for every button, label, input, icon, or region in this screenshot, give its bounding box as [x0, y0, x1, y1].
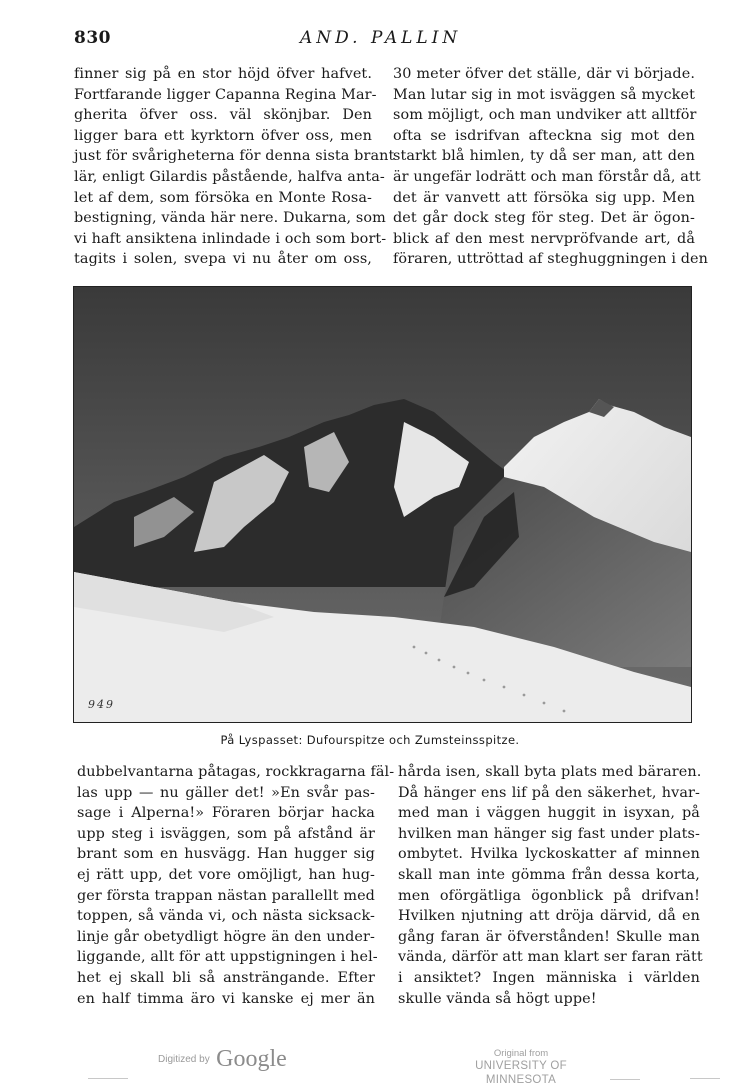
- text-line: skulle vända så högt uppe!: [398, 990, 597, 1007]
- text-line: 30 meter öfver det ställe, där vi började.: [393, 66, 695, 82]
- text-line: het ej skall bli så ansträngande. Efter: [77, 969, 375, 986]
- running-head: AND. PALLIN: [300, 28, 462, 48]
- text-line: ombytet. Hvilka lyckoskatter af minnen: [398, 846, 700, 863]
- text-line: Då hänger ens lif på den säkerhet, hvar-: [398, 784, 700, 801]
- text-line: las upp — nu gäller det! »En svår pas-: [77, 784, 375, 801]
- text-line: finner sig på en stor höjd öfver hafvet.: [74, 66, 372, 82]
- text-line: Fortfarande ligger Capanna Regina Mar-: [74, 86, 377, 103]
- text-line: bestigning, vända här nere. Dukarna, som: [74, 210, 386, 227]
- text-line: ger första trappan nästan parallellt med: [77, 887, 375, 904]
- text-line: det är vanvett att försöka sig upp. Men: [393, 189, 695, 206]
- text-line: linje går obetydligt högre än den under-: [77, 928, 375, 945]
- text-line: starkt blå himlen, ty då ser man, att den: [393, 148, 695, 165]
- digitized-prefix: Digitized by: [158, 1054, 210, 1065]
- text-line: ofta se isdrifvan afteckna sig mot den: [393, 127, 695, 144]
- mountain-photo-icon: [74, 287, 691, 722]
- university-label: UNIVERSITY OF MINNESOTA: [475, 1060, 567, 1086]
- text-column-bottom-right: [398, 762, 703, 1009]
- text-line: det går dock steg för steg. Det är ögon-: [393, 210, 695, 227]
- text-line: skall man inte gömma från dessa korta,: [398, 866, 700, 883]
- scan-artifact: [88, 1078, 128, 1079]
- text-column-bottom-left: [77, 762, 395, 1009]
- mountain-photograph: [73, 286, 692, 723]
- text-line: sage i Alperna!» Föraren börjar hacka: [77, 805, 375, 822]
- text-line: Hvilken njutning att dröja därvid, då en: [398, 908, 700, 925]
- digitized-by-watermark: [158, 1046, 287, 1073]
- text-line: lär, enligt Gilardis påstående, halfva anta-: [74, 168, 385, 185]
- text-line: just för svårigheterna för denna sista brant: [74, 148, 395, 165]
- text-line: vända, därför att man klart ser faran rätt: [398, 949, 703, 966]
- text-line: föraren, uttröttad af steghuggningen i den: [393, 251, 708, 268]
- text-line: tagits i solen, svepa vi nu åter om oss,: [74, 251, 372, 268]
- text-line: hvilken man hänger sig fast under plats-: [398, 825, 700, 842]
- text-line: let af dem, som försöka en Monte Rosa-: [74, 189, 372, 206]
- scan-artifact: [610, 1079, 640, 1080]
- text-line: i ansiktet? Ingen människa i världen: [398, 969, 700, 986]
- scan-artifact: [690, 1078, 720, 1079]
- page-number: 830: [74, 28, 111, 48]
- text-line: är ungefär lodrätt och man förstår då, att: [393, 168, 701, 185]
- text-line: dubbelvantarna påtagas, rockkragarna fäl-: [77, 764, 395, 780]
- google-logo: Google: [216, 1046, 287, 1072]
- text-line: blick af den mest nervpröfvande art, då: [393, 230, 695, 247]
- text-line: hårda isen, skall byta plats med bäraren.: [398, 764, 702, 780]
- text-line: vi haft ansiktena inlindade i och som bort-: [74, 230, 387, 247]
- text-line: upp steg i isväggen, som på afstånd är: [77, 825, 375, 842]
- text-line: ej rätt upp, det vore omöjligt, han hug-: [77, 866, 375, 883]
- text-line: som möjligt, och man undviker att alltför: [393, 107, 697, 124]
- text-line: gång faran är öfverstånden! Skulle man: [398, 928, 700, 945]
- text-line: ligger bara ett kyrktorn öfver oss, men: [74, 127, 372, 144]
- original-source-watermark: [446, 1048, 596, 1087]
- text-line: med man i väggen huggit in isyxan, på: [398, 805, 700, 822]
- text-column-top-right: [393, 64, 708, 270]
- text-line: en half timma äro vi kanske ej mer än: [77, 990, 375, 1007]
- text-line: liggande, allt för att uppstigningen i hel-: [77, 949, 378, 966]
- text-column-top-left: [74, 64, 395, 270]
- text-line: gherita öfver oss. väl skönjbar. Den: [74, 107, 372, 124]
- figure-caption: På Lyspasset: Dufourspitze och Zumsteinsspitze.: [220, 733, 520, 747]
- original-from-label: Original from: [493, 1048, 549, 1059]
- text-line: Man lutar sig in mot isväggen så mycket: [393, 86, 695, 103]
- text-line: toppen, så vända vi, och nästa sicksack-: [77, 908, 375, 925]
- text-line: brant som en husvägg. Han hugger sig: [77, 846, 375, 863]
- plate-number: 949: [88, 698, 115, 711]
- text-line: men oförgätliga ögonblick på drifvan!: [398, 887, 700, 904]
